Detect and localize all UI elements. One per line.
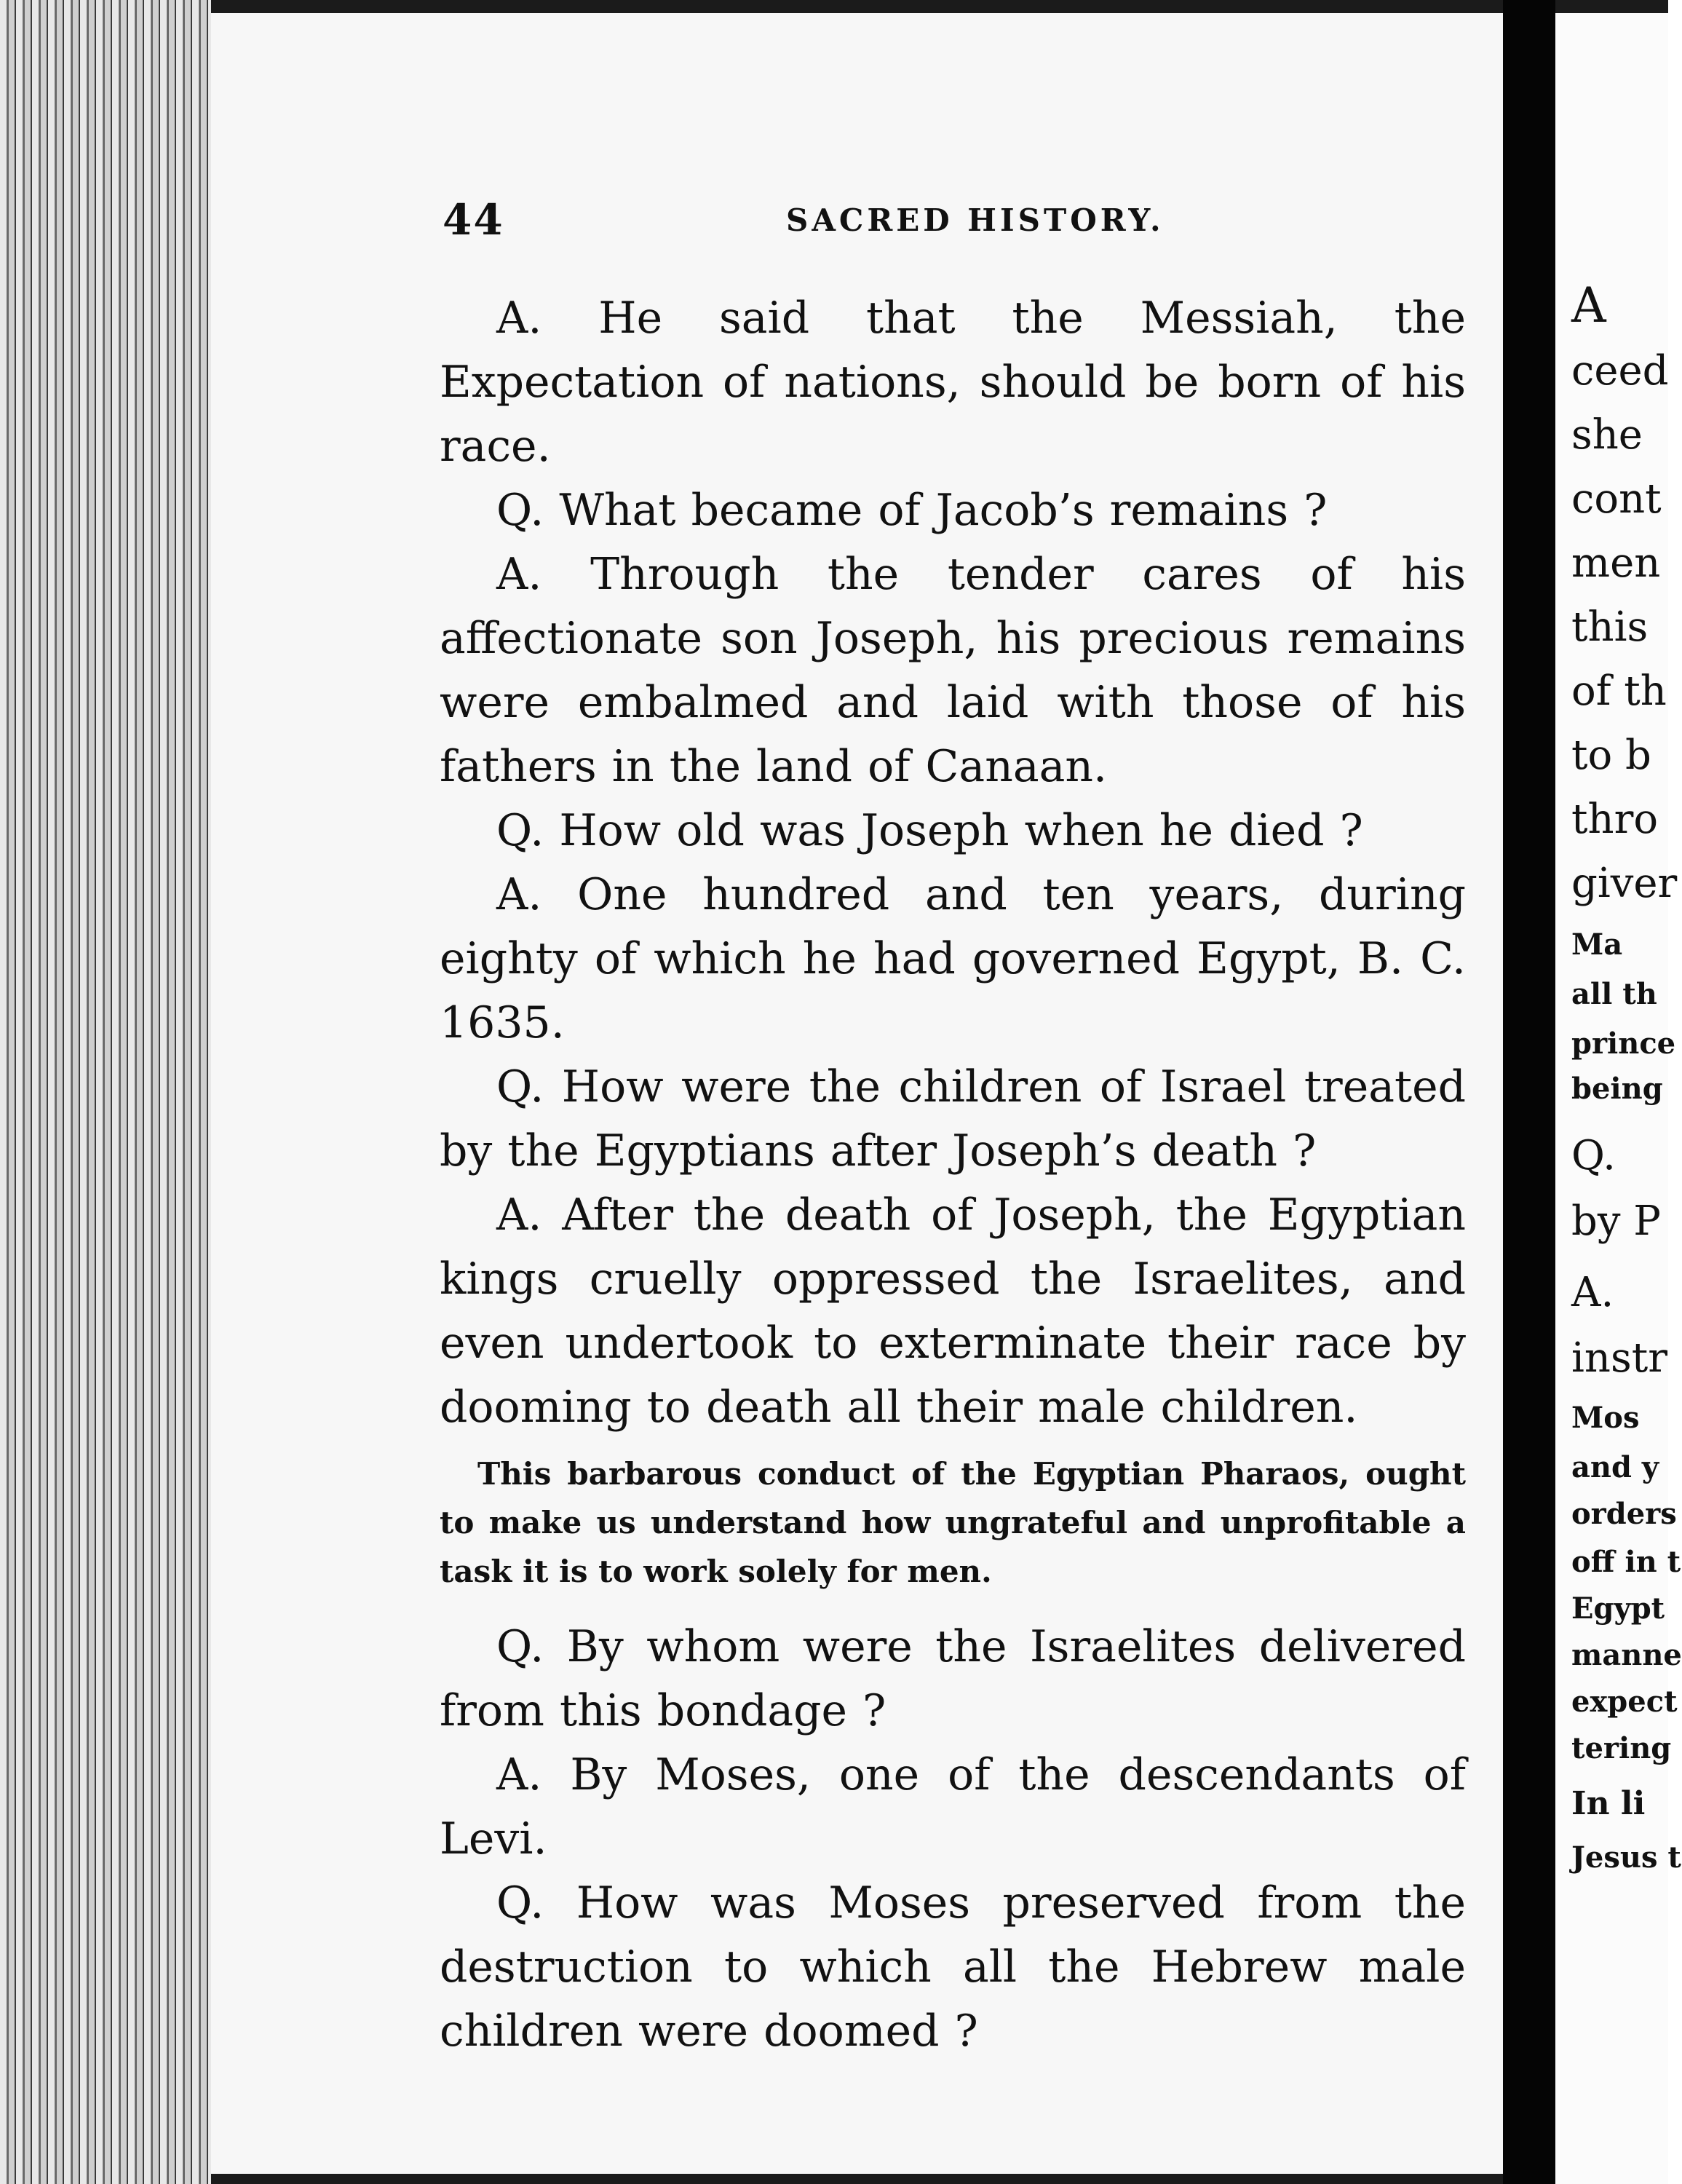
- facing-line: to b: [1571, 732, 1651, 779]
- paragraph: A. Through the tender cares of his affectionate son Joseph, his precious remains were embalmed and laid with those of his fathers in the land of Canaan.: [440, 549, 1466, 792]
- paragraph: A. One hundred and ten years, during eighty of which he had governed Egypt, B. C. 1635.: [440, 869, 1466, 1048]
- facing-line: manne: [1571, 1638, 1682, 1672]
- facing-line: instr: [1571, 1334, 1667, 1382]
- paragraph: A. He said that the Messiah, the Expectation of nations, should be born of his race.: [440, 293, 1466, 472]
- facing-line: Jesus t: [1571, 1840, 1681, 1875]
- facing-line: orders: [1571, 1497, 1677, 1531]
- facing-line: Ma: [1571, 927, 1623, 962]
- facing-line: giver: [1571, 860, 1678, 907]
- facing-line: thro: [1571, 796, 1659, 843]
- facing-line: off in t: [1571, 1545, 1681, 1579]
- paragraph: Q. By whom were the Israelites delivered from this bondage ?: [440, 1621, 1466, 1736]
- facing-line: Egypt: [1571, 1591, 1665, 1626]
- facing-line: being: [1571, 1072, 1663, 1106]
- facing-line: by P: [1571, 1198, 1661, 1245]
- paragraph: A. By Moses, one of the descendants of Levi.: [440, 1749, 1466, 1864]
- paragraph: A. After the death of Joseph, the Egyptian kings cruelly oppressed the Israelites, and even undertook to exterminate their race by dooming to death all their male children.: [440, 1190, 1466, 1433]
- facing-line: A.: [1571, 1269, 1614, 1316]
- page-number: 44: [443, 195, 504, 245]
- paragraph: Q. How old was Joseph when he died ?: [496, 805, 1363, 856]
- facing-line: Q.: [1571, 1132, 1616, 1179]
- facing-line: of th: [1571, 668, 1667, 715]
- facing-line: expect: [1571, 1685, 1678, 1719]
- facing-line: cont: [1571, 475, 1662, 523]
- text-block: [440, 286, 1466, 2063]
- facing-line: tering: [1571, 1731, 1672, 1765]
- facing-line: all th: [1571, 977, 1657, 1011]
- facing-line: Mos: [1571, 1401, 1640, 1435]
- facing-page: [1555, 0, 1682, 2184]
- footnote-remark: This barbarous conduct of the Egyptian Pharaos, ought to make us understand how ungrateful and unprofitable a task it is to work solely for men.: [440, 1456, 1466, 1589]
- binding-gutter: [1503, 0, 1555, 2184]
- paragraph: Q. What became of Jacob’s remains ?: [496, 485, 1328, 536]
- facing-line: men: [1571, 539, 1661, 587]
- facing-line: she: [1571, 411, 1643, 459]
- facing-line: In li: [1571, 1785, 1646, 1822]
- facing-line: ceed: [1571, 347, 1669, 395]
- facing-line: this: [1571, 604, 1649, 651]
- paragraph: Q. How were the children of Israel treated by the Egyptians after Joseph’s death ?: [440, 1061, 1466, 1176]
- running-title: SACRED HISTORY.: [786, 202, 1165, 238]
- page-edges: [0, 0, 211, 2184]
- facing-line: A: [1571, 277, 1606, 333]
- page-header: [443, 195, 1469, 246]
- paragraph: Q. How was Moses preserved from the destruction to which all the Hebrew male children were doomed ?: [440, 1878, 1466, 2057]
- facing-line: prince: [1571, 1026, 1676, 1061]
- facing-line: and y: [1571, 1450, 1659, 1484]
